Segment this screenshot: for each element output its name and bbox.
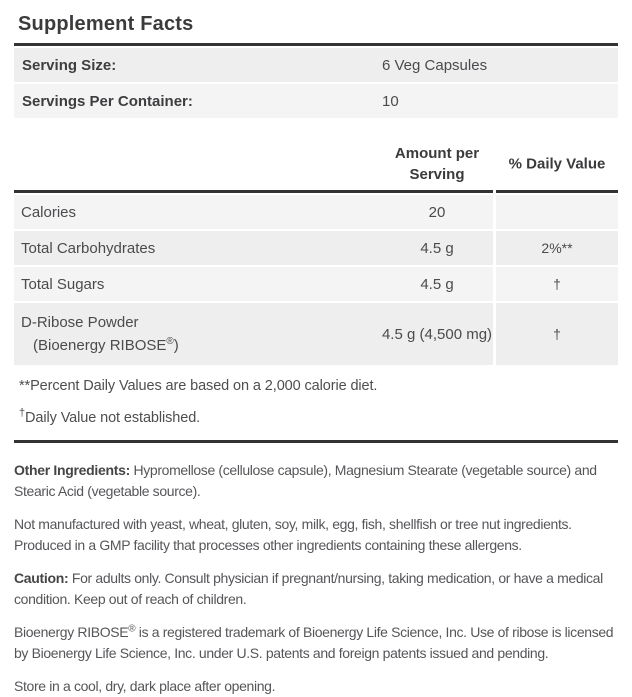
table-row-total-carbohydrates <box>14 231 618 265</box>
row-label: D-Ribose Powder (Bioenergy RIBOSE®) <box>14 303 381 365</box>
percent-daily-value-header: % Daily Value <box>508 155 606 173</box>
row-amount: 4.5 g <box>381 231 493 265</box>
trademark-paragraph: Bioenergy RIBOSE® is a registered trademark of Bioenergy Life Science, Inc. Use of ribose is licensed by Bioenergy Life Science, Inc. under U.S. patents and foreign patents issued and pending. <box>14 623 614 661</box>
panel-title: Supplement Facts <box>18 13 194 35</box>
caution-paragraph: Caution: For adults only. Consult physician if pregnant/nursing, taking medication, or have a medical condition. Keep out of reach of children. <box>14 570 603 607</box>
row-label: Total Carbohydrates <box>14 231 381 265</box>
table-row-d-ribose-powder <box>14 303 618 365</box>
other-ingredients-paragraph: Other Ingredients: Hypromellose (cellulose capsule), Magnesium Stearate (vegetable source) and Stearic Acid (vegetable source). <box>14 462 597 499</box>
registered-trademark-symbol: ® <box>166 336 174 347</box>
row-daily-value: † <box>496 303 618 365</box>
amount-per-serving-header: Amount per Serving <box>394 145 480 183</box>
servings-per-container-row <box>14 84 618 118</box>
footnote-divider-rule <box>14 440 618 443</box>
column-divider-gap <box>493 190 496 193</box>
registered-trademark-symbol: ® <box>128 623 136 635</box>
row-amount: 4.5 g <box>381 267 493 301</box>
percent-daily-value-footnote: **Percent Daily Values are based on a 2,000 calorie diet. <box>19 378 378 394</box>
row-daily-value <box>496 195 618 229</box>
servings-per-container-value: 10 <box>382 92 399 110</box>
table-row-total-sugars <box>14 267 618 301</box>
caution-lead: Caution: <box>14 570 69 586</box>
table-header-rule <box>14 190 618 193</box>
table-row-calories <box>14 195 618 229</box>
serving-size-value: 6 Veg Capsules <box>382 56 488 74</box>
serving-size-label: Serving Size: <box>22 56 117 74</box>
serving-size-row <box>14 48 618 82</box>
daily-value-not-established-footnote: †Daily Value not established. <box>19 407 201 426</box>
row-label: Total Sugars <box>14 267 381 301</box>
row-amount: 20 <box>381 195 493 229</box>
row-label: Calories <box>14 195 381 229</box>
servings-per-container-label: Servings Per Container: <box>22 92 193 110</box>
dagger-symbol: † <box>19 407 26 420</box>
row-daily-value: 2%** <box>496 231 618 265</box>
allergen-statement-paragraph: Not manufactured with yeast, wheat, gluten, soy, milk, egg, fish, shellfish or tree nut ingredients. Produced in a GMP facility that processes other ingredients containing these allergens. <box>14 516 572 553</box>
row-daily-value: † <box>496 267 618 301</box>
row-amount: 4.5 g (4,500 mg) <box>381 303 493 365</box>
title-divider-rule <box>14 43 618 46</box>
storage-instructions-paragraph: Store in a cool, dry, dark place after opening. <box>14 678 276 694</box>
additional-information <box>14 460 618 697</box>
table-column-headers <box>14 138 618 190</box>
other-ingredients-lead: Other Ingredients: <box>14 462 130 478</box>
supplement-facts-panel <box>0 11 632 697</box>
